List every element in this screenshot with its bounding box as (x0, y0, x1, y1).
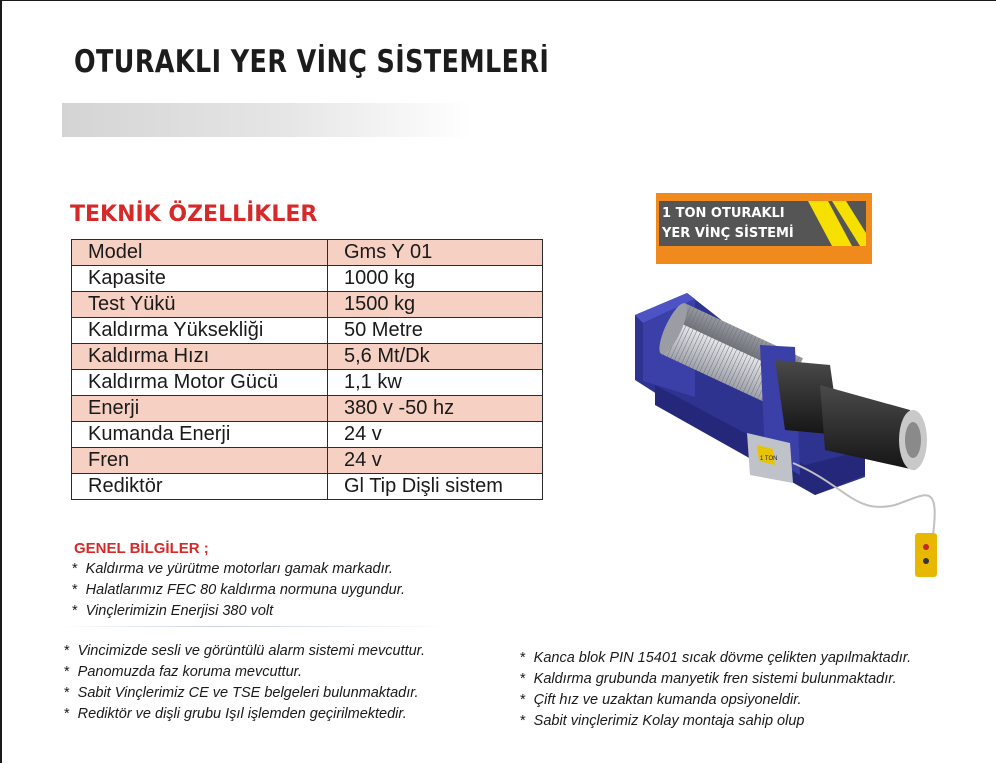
spec-label: Test Yükü (72, 292, 328, 318)
bullet-star: * (520, 671, 526, 687)
spec-label: Kaldırma Hızı (72, 344, 328, 370)
spec-row (72, 240, 543, 266)
bullet-star: * (64, 643, 70, 659)
badge-line-1: 1 TON OTURAKLI (662, 206, 785, 221)
bullet-star: * (72, 603, 78, 619)
list-item (72, 601, 405, 622)
spec-value: 380 v -50 hz (328, 396, 543, 422)
general-info-list-2 (64, 641, 425, 725)
list-item-text: Panomuzda faz koruma mevcuttur. (77, 664, 302, 680)
list-item (520, 690, 911, 711)
spec-label: Kaldırma Yüksekliği (72, 318, 328, 344)
list-item-text: Kaldırma ve yürütme motorları gamak markadır. (85, 561, 393, 577)
list-item-text: Vincimizde sesli ve görüntülü alarm sistemi mevcuttur. (77, 643, 425, 659)
spec-row (72, 448, 543, 474)
bullet-star: * (72, 582, 78, 598)
spec-row (72, 266, 543, 292)
spec-row (72, 474, 543, 500)
bullet-star: * (64, 685, 70, 701)
spec-value: Gms Y 01 (328, 240, 543, 266)
spec-value: 1500 kg (328, 292, 543, 318)
spec-label: Model (72, 240, 328, 266)
title-underline-bar (62, 103, 472, 137)
list-item (520, 711, 911, 732)
list-item (64, 704, 425, 725)
bullet-star: * (64, 664, 70, 680)
general-info-heading: GENEL BİLGİLER ; (74, 540, 209, 557)
spec-label: Kaldırma Motor Gücü (72, 370, 328, 396)
spec-row (72, 422, 543, 448)
bullet-star: * (64, 706, 70, 722)
badge-line-2: YER VİNÇ SİSTEMİ (662, 226, 794, 241)
winch-machine-image (625, 285, 965, 630)
list-item-text: Kanca blok PIN 15401 sıcak dövme çelikten yapılmaktadır. (533, 650, 912, 666)
bullet-star: * (72, 561, 78, 577)
general-info-list-1 (72, 559, 405, 622)
general-info-list-3 (520, 648, 911, 732)
list-item (72, 580, 405, 601)
specs-table (71, 239, 543, 500)
bullet-star: * (520, 650, 526, 666)
spec-value: 5,6 Mt/Dk (328, 344, 543, 370)
spec-value: 50 Metre (328, 318, 543, 344)
spec-row (72, 344, 543, 370)
divider (60, 626, 450, 627)
list-item-text: Rediktör ve dişli grubu Işıl işlemden geçirilmektedir. (77, 706, 407, 722)
specs-heading: TEKNİK ÖZELLİKLER (70, 202, 318, 227)
spec-value: 24 v (328, 422, 543, 448)
list-item-text: Halatlarımız FEC 80 kaldırma normuna uygundur. (85, 582, 406, 598)
page-title: OTURAKLI YER VİNÇ SİSTEMLERİ (74, 44, 550, 80)
spec-value: Gl Tip Dişli sistem (328, 474, 543, 500)
list-item (64, 641, 425, 662)
spec-row (72, 396, 543, 422)
list-item (72, 559, 405, 580)
spec-label: Rediktör (72, 474, 328, 500)
list-item-text: Sabit vinçlerimiz Kolay montaja sahip olup (533, 713, 805, 729)
list-item-text: Vinçlerimizin Enerjisi 380 volt (85, 603, 274, 619)
list-item-text: Çift hız ve uzaktan kumanda opsiyoneldir. (533, 692, 802, 708)
spec-label: Kapasite (72, 266, 328, 292)
list-item-text: Kaldırma grubunda manyetik fren sistemi bulunmaktadır. (533, 671, 897, 687)
list-item (520, 648, 911, 669)
nameplate-label: 1 TON (760, 456, 778, 462)
spec-label: Kumanda Enerji (72, 422, 328, 448)
spec-value: 1,1 kw (328, 370, 543, 396)
badge-text (662, 204, 794, 244)
spec-label: Fren (72, 448, 328, 474)
list-item-text: Sabit Vinçlerimiz CE ve TSE belgeleri bulunmaktadır. (77, 685, 419, 701)
pendant-control (915, 533, 937, 577)
list-item (520, 669, 911, 690)
spec-row (72, 370, 543, 396)
bullet-star: * (520, 713, 526, 729)
spec-value: 1000 kg (328, 266, 543, 292)
bullet-star: * (520, 692, 526, 708)
list-item (64, 683, 425, 704)
spec-row (72, 292, 543, 318)
spec-label: Enerji (72, 396, 328, 422)
list-item (64, 662, 425, 683)
spec-row (72, 318, 543, 344)
spec-value: 24 v (328, 448, 543, 474)
